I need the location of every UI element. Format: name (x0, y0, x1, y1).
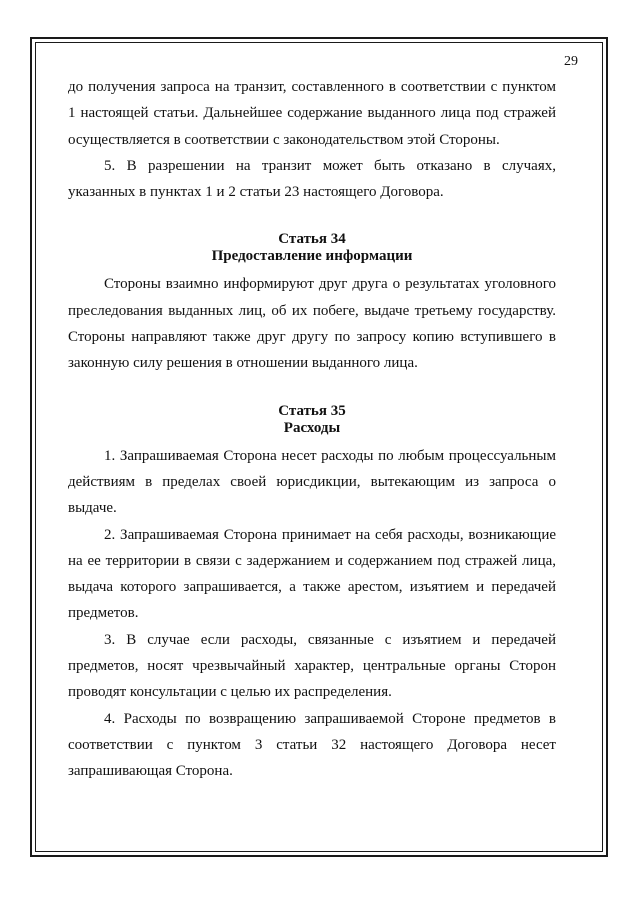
article-34-number: Статья 34 (278, 231, 346, 248)
article-35-paragraph-1: 1. Запрашиваемая Сторона несет расходы по любым процессуальным действиям в пределах своей юрисдикции, вытекающим из запроса о выдаче. (68, 447, 556, 517)
article-35-number: Статья 35 (278, 402, 346, 419)
article-34-title: Предоставление информации (211, 248, 413, 265)
article-35-paragraph-2: 2. Запрашиваемая Сторона принимает на себя расходы, возникающие на ее территории в связи с задержанием и содержанием под стражей лица, выдача которого запрашивается, а также арестом, изъятием и передачей предметов. (68, 526, 556, 622)
article-35-heading (68, 403, 556, 437)
article-34-paragraph: Стороны взаимно информируют друг друга о результатах уголовного преследования выданных лиц, об их побеге, выдаче третьему государству. Стороны направляют также друг другу по запросу копию вступившего в законную силу решения в отношении выданного лица. (68, 276, 556, 372)
page-number: 29 (564, 54, 578, 69)
paragraph-item-5: 5. В разрешении на транзит может быть отказано в случаях, указанных в пунктах 1 и 2 статьи 23 настоящего Договора. (68, 157, 556, 201)
article-35-title: Расходы (283, 419, 341, 436)
article-35-paragraph-3: 3. В случае если расходы, связанные с изъятием и передачей предметов, носят чрезвычайный характер, центральные органы Сторон проводят консультации с целью их распределения. (68, 631, 556, 701)
article-35-paragraph-4: 4. Расходы по возвращению запрашиваемой Стороне предметов в соответствии с пунктом 3 статьи 32 настоящего Договора несет запрашивающая Сторона. (68, 710, 556, 780)
paragraph-continuation: до получения запроса на транзит, составленного в соответствии с пунктом 1 настоящей статьи. Дальнейшее содержание выданного лица под стражей осуществляется в соответствии с законодательством этой Стороны. (68, 79, 556, 148)
document-body (68, 74, 556, 785)
article-34-heading (68, 231, 556, 265)
